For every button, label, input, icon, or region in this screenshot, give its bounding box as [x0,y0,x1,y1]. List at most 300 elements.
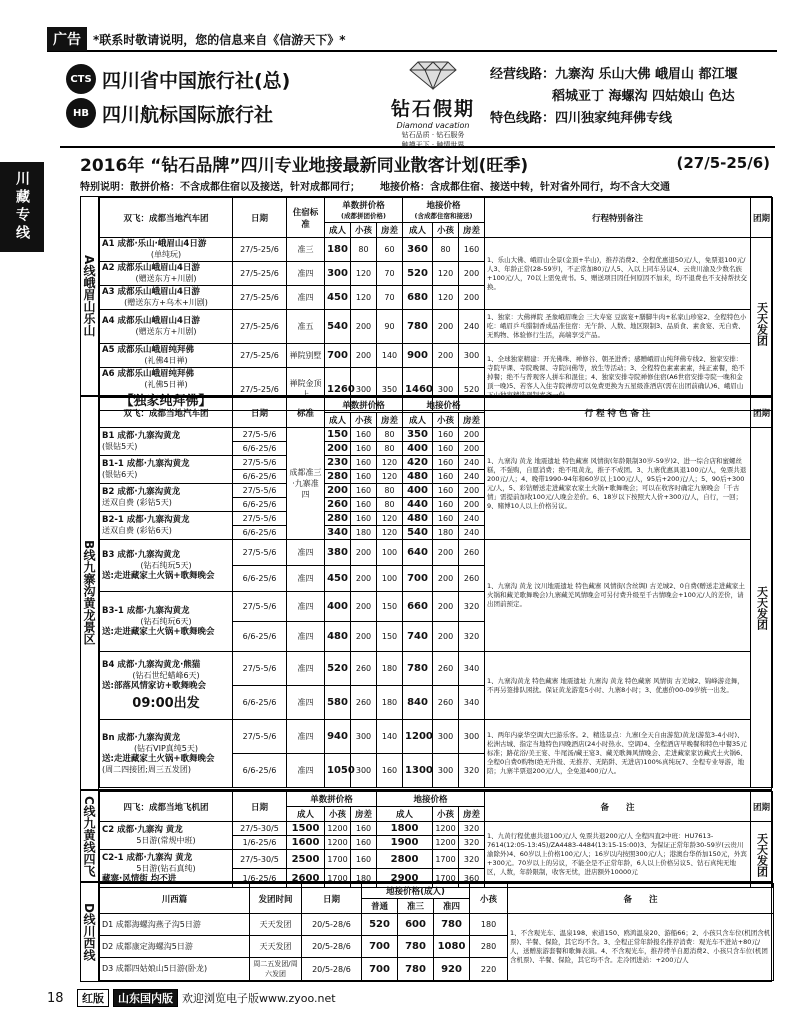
text-label: 送双自费 (彩钻5天) [102,498,172,507]
table-header-cell: 团期 [751,792,773,822]
table-cell: D2 成都康定海螺沟5日游 [100,936,250,958]
text-label: 地接价格 [426,201,461,211]
text-label: B4 成都·九寨沟黄龙·熊猫 [102,660,201,670]
table-cell: 150 [377,592,403,622]
table-cell: 680 [403,286,433,310]
table-row [100,720,773,754]
table-cell: 840 [403,686,433,720]
table-cell: 350 [377,368,403,411]
table-cell [100,344,233,368]
table-cell: 420 [403,456,433,470]
table-cell: 240 [459,456,485,470]
table-cell [100,262,233,286]
text-label: (赠送东方+乌木+川剧) [124,298,208,307]
text-label: B2 成都·九寨沟黄龙 [102,487,181,497]
ad-header-bar [47,28,777,52]
table-cell: 180 [325,238,351,262]
table-row [100,540,773,566]
section-b-table [99,397,773,788]
plan-title [80,150,770,176]
table-header-cell: 备 注 [508,884,774,914]
ad-tag: 广告 [47,27,87,51]
a-h-adult: 成人 [325,223,351,238]
table-cell: 1200 [325,836,351,850]
table-cell: 200 [459,484,485,498]
section-d-table [99,883,774,981]
a-h-room: 房差 [377,223,403,238]
table-header-cell: 日期 [302,884,362,914]
text-label: B3 成都·九寨沟黄龙 [102,549,181,560]
table-header-cell: 房差 [459,413,485,428]
table-cell: 60 [377,238,403,262]
text-label: (成都拼团价格) [341,212,386,220]
table-cell: 20/5-28/6 [302,914,362,936]
text-label: 藏寨·风情街 均不进 [102,873,177,884]
table-cell: 27/5-5/6 [233,428,287,442]
side-tab: 川藏专线 [0,162,44,252]
table-row [100,792,773,807]
table-cell: 准四 [287,754,325,788]
table-cell: 6/6-25/6 [233,442,287,456]
table-cell: 260 [459,566,485,592]
section-c [80,790,772,882]
text-label: B1-1 成都·九寨沟黄龙 [102,459,190,469]
hb-logo-icon: HB [66,98,96,128]
table-cell [100,720,233,788]
a-h-dj [403,198,485,223]
text-label: B1 成都·九寨沟黄龙 [102,431,181,441]
table-cell: 940 [325,720,351,754]
table-header-cell: 成人 [403,413,433,428]
table-header-cell: 团期 [751,398,773,428]
table-cell: 300 [351,368,377,411]
page-number: 18 [47,990,64,1006]
table-cell: 6/6-25/6 [233,470,287,484]
brand-name: 钻石假期 [390,98,475,120]
table-cell: 80 [377,442,403,456]
table-cell [100,456,233,484]
section-c-label: C线九黄线四飞 [81,791,99,881]
table-cell: 1200 [433,822,459,836]
a-h-notes: 行程特别备注 [485,198,751,238]
table-cell: D3 成都四姑娘山5日游(卧龙) [100,958,250,981]
table-cell: 400 [325,592,351,622]
table-cell: 160 [351,498,377,512]
text-label: B3-1 成都·九寨沟黄龙 [102,605,190,616]
table-cell: 150 [325,428,351,442]
text-label: (礼佛4日禅) [144,356,188,365]
table-cell: 700 [362,936,398,958]
table-header-cell: 房差 [377,413,403,428]
table-cell: 160 [351,836,377,850]
table-header-cell: 地接价格(成人) [362,884,470,899]
text-label: (含成都住宿和接送) [414,212,473,220]
text-label: (钻石纯玩5天) [140,560,192,570]
table-cell: 780 [398,936,434,958]
table-cell: 准四 [287,286,325,310]
section-a-label: A线峨眉山乐山 [81,197,99,395]
table-cell [100,512,233,540]
table-cell: 320 [459,754,485,788]
table-cell: 360 [459,869,485,888]
table-cell: 180 [433,526,459,540]
table-cell: 1700 [433,869,459,888]
d-notes: 1、不含观光车、温泉198、索道150、鸥鸿温泉20、游船66；2、小孩只含车位(机团含机票)、半餐、保险，其它均不含。3、全程正常年龄报名推荐消费：观光车不进站+80元/人，送赠旅游套餐和歌舞表演。4、不含观光车，推荐烤羊自愿消费2、小孩只含车位(机团含机票)、半餐、保险，其它均不含。走冷团进站：+200元/人 [508,914,774,981]
table-cell: 1460 [403,368,433,411]
table-cell: 27/5-5/6 [233,592,287,622]
text-label: 送:走进藏家土火锅+歌舞晚会 [102,753,215,764]
table-cell: 70 [377,286,403,310]
table-cell: 27/5-5/6 [233,540,287,566]
a-notes-3: 1、全球独家精建：开光佛珠、禅修谷、朝圣进香；感赠峨眉山纯拜佛专线2、独家安排：寺院早课、寺院晚课、寺院问佛等，放生等活动；3、全程特色素素素素，纯正素餐，绝不掉餐；绝不与普观客人拼车和混住；4、独家安排寺院禅修住宿(A6世宿安排寺院一晚和金顶一晚)5、若客人入住寺院禅房可以免费更换为五星级准酒店(需在出团前确认)6、峨眉山下山独家精选现制素斋一份。 [485,344,751,411]
table-cell: 580 [325,686,351,720]
table-cell: 780 [398,958,434,981]
text-label: A1 成都·乐山·峨眉山4日游 [102,239,207,249]
table-cell: 1700 [433,850,459,869]
table-cell: 准四 [287,652,325,686]
table-cell: 120 [351,262,377,286]
table-cell: 80 [433,238,459,262]
table-cell: 27/5-30/5 [233,850,287,869]
table-cell: 480 [403,470,433,484]
special-note-1: 特别说明：散拼价格：不含成都住宿以及接送，针对成都同行； [80,182,360,193]
table-header-cell: 准四 [434,899,470,914]
text-label: (银钻6天) [102,470,138,479]
table-cell: 27/5-25/6 [233,368,287,411]
a-h-child2: 小孩 [433,223,459,238]
routes-line-1: 经营线路：九寨沟 乐山大佛 峨眉山 都江堰 [490,67,738,82]
table-cell: 220 [470,958,508,981]
table-cell: 160 [351,484,377,498]
table-cell: 660 [403,592,433,622]
table-cell: 600 [398,914,434,936]
table-cell: 禅院金顶上 [287,368,325,411]
table-cell [100,822,233,850]
table-cell: 80 [377,428,403,442]
text-label: (钻石VIP真纯5天) [134,743,198,753]
table-cell: 160 [351,470,377,484]
table-cell: 400 [403,484,433,498]
a-h-group: 团期 [751,198,773,238]
table-cell: D1 成都海螺沟燕子沟5日游 [100,914,250,936]
a-h-route: 双飞：成都当地汽车团 [100,198,233,238]
table-cell: 240 [459,526,485,540]
text-label: A3 成都乐山峨眉山4日游 [102,287,200,297]
a-notes-2: 1、独家：大佛禅院 圣象峨眉晚会 三大寿宴 豆腐宴+膳脚牛肉+私家山珍宴2、全程特色小吃：峨眉乒乓腊制香成品准住宿：无午龄、人数、地区限制3、品质食、素食宴、无自费、无购物、体验修行生活，高端享受产品。 [485,310,751,344]
a-h-hotel: 住宿标准 [287,198,325,238]
table-cell: 27/5-5/6 [233,512,287,526]
page-footer [47,990,777,1006]
table-header-cell: 发团时间 [250,884,302,914]
text-label: (单纯玩) [150,250,182,259]
table-cell: 27/5-5/6 [233,652,287,686]
table-cell: 1/6-25/6 [233,869,287,888]
text-label: (银钻5天) [102,442,138,451]
special-note-2: 地接价格：含成都住宿、接送中转，针对省外同行，均不含大交通 [380,182,670,193]
table-header-cell: 成人 [325,413,351,428]
company-header [60,58,775,148]
table-cell [100,310,233,344]
table-header-cell: 地接价格 [403,398,485,413]
table-cell: 1800 [377,822,433,836]
a-h-date: 日期 [233,198,287,238]
table-cell: 100 [377,540,403,566]
text-label: A4 成都乐山峨眉山4日游 [102,316,200,326]
table-cell: 200 [351,310,377,344]
table-cell: 6/6-25/6 [233,566,287,592]
table-cell: 1/6-25/6 [233,836,287,850]
table-cell: 700 [362,958,398,981]
table-cell: 1260 [325,368,351,411]
table-header-cell: 普通 [362,899,398,914]
text-label: C2 成都·九寨沟 黄龙 [102,825,183,835]
text-label: (赠送东方+川剧) [135,274,197,283]
a-notes-1: 1、乐山大佛、峨眉山全景(金顶+半山)，推荐消费2、全程优惠退50元/人，免票退100元/人3、年龄正常(28-59岁)，不正常加80元/人5、入以上同车另议4、云贵川渝及少数名族+100元/人，70以上需免责书。5、赠送项目因任何原因不加来，均不退费也不支持帮扶交换。 [485,238,751,310]
table-cell: 780 [403,310,433,344]
table-cell: 200 [433,540,459,566]
table-cell: 160 [351,428,377,442]
footer-link[interactable]: 欢迎浏览电子版www.zyoo.net [182,992,336,1005]
table-cell: 27/5-25/6 [233,286,287,310]
table-cell: 380 [325,540,351,566]
b-hotel-b1: 成都准三·九寨准四 [287,428,325,540]
table-cell: 80 [377,484,403,498]
table-cell: 260 [459,540,485,566]
table-row [100,198,773,223]
text-label: C2-1 成都·九寨沟 黄龙 [102,852,193,863]
table-cell: 200 [351,622,377,652]
table-header-cell: 双飞：成都当地汽车团 [100,398,233,428]
table-cell: 350 [403,428,433,442]
table-cell: 240 [459,470,485,484]
table-cell: 120 [351,286,377,310]
table-row [100,652,773,686]
table-cell: 200 [351,344,377,368]
table-cell: 520 [459,368,485,411]
table-cell: 准四 [287,566,325,592]
table-cell: 260 [433,652,459,686]
table-cell: 260 [351,686,377,720]
brand-slogan-1: 钻石品质 · 钻石服务 [401,131,465,139]
table-cell: 160 [433,428,459,442]
company-2-name: 四川航标国际旅行社 [102,103,274,126]
text-label: (周二四接团;周三五发团) [102,764,191,774]
table-cell [100,592,233,652]
text-label: Bn 成都·九寨沟黄龙 [102,732,181,743]
table-cell: 160 [433,498,459,512]
table-cell: 300 [433,720,459,754]
table-cell: 200 [459,428,485,442]
table-cell: 260 [325,498,351,512]
table-cell [100,286,233,310]
table-cell: 450 [325,566,351,592]
table-cell: 260 [351,652,377,686]
table-cell: 1200 [433,836,459,850]
table-cell: 160 [377,754,403,788]
table-cell: 180 [377,686,403,720]
table-cell: 1600 [287,836,325,850]
table-cell: 700 [325,344,351,368]
table-row [100,398,773,413]
table-header-cell: 小孩 [351,413,377,428]
table-cell: 300 [433,368,459,411]
special-note [80,178,772,194]
table-cell: 6/6-25/6 [233,686,287,720]
table-cell: 320 [459,622,485,652]
table-cell: 540 [325,310,351,344]
text-label: A2 成都乐山峨眉山4日游 [102,263,200,273]
table-cell: 天天发团 [250,914,302,936]
text-label: (礼佛5日禅) [144,380,188,389]
table-cell: 280 [470,936,508,958]
table-cell: 320 [459,850,485,869]
table-cell: 180 [351,526,377,540]
table-cell: 300 [459,344,485,368]
table-cell: 160 [433,470,459,484]
table-row [100,914,774,936]
table-cell: 2600 [287,869,325,888]
a-h-child: 小孩 [351,223,377,238]
table-cell: 340 [325,526,351,540]
table-cell: 2500 [287,850,325,869]
table-cell: 280 [325,470,351,484]
table-cell: 120 [377,456,403,470]
table-header-cell: 准三 [398,899,434,914]
table-cell: 1080 [434,936,470,958]
table-row [100,310,773,344]
table-cell: 400 [403,442,433,456]
text-label: (钻石纯玩6天) [140,616,192,626]
text-label: 送:走进藏家土火锅+歌舞晚会 [102,626,215,637]
table-cell [100,652,233,720]
table-row [100,822,773,836]
section-a-table [99,197,773,411]
table-cell: 340 [459,686,485,720]
a-h-room2: 房差 [459,223,485,238]
table-cell: 20/5-28/6 [302,936,362,958]
table-cell: 450 [325,286,351,310]
table-header-cell: 房差 [351,807,377,822]
table-cell: 160 [433,456,459,470]
table-cell: 200 [351,566,377,592]
table-cell: 1900 [377,836,433,850]
table-cell: 1700 [325,850,351,869]
table-header-cell: 单数拼价格 [325,398,403,413]
table-cell: 160 [351,512,377,526]
table-cell: 160 [351,442,377,456]
table-cell: 200 [433,344,459,368]
table-cell: 80 [351,238,377,262]
section-d-label: D线川西线 [81,883,99,981]
table-cell: 200 [325,442,351,456]
diamond-brand [378,58,488,149]
table-cell: 准四 [287,262,325,286]
section-d [80,882,772,982]
table-cell: 1500 [287,822,325,836]
text-label: 09:00出发 [132,696,200,711]
b-notes-2: 1、九寨沟 黄龙 汶川地震遗址 特色藏寨 风情街(含丝绸) 古羌城2、0自费(赠送走进藏家土火锅和藏羌歌舞晚会)九寨藏羌风情晚会可另付费升级至千古情晚会+100元/人的差价，请出团前预定。 [485,540,751,652]
table-cell: 280 [325,512,351,526]
text-label: A5 成都乐山峨眉纯拜佛 [102,345,194,355]
table-cell: 200 [459,498,485,512]
text-label: 送双自费 (彩钻6天) [102,526,172,535]
table-cell: 240 [459,512,485,526]
table-header-cell: 成人 [377,807,433,822]
table-header-cell: 行 程 特 色 备 注 [485,398,751,428]
table-cell: 2800 [377,850,433,869]
b-notes-3: 1、九寨沟黄龙 特色藏寨 地震遗址 九寨沟 黄龙 特色藏寨 风情街 古羌城2、锦峰游竞舞，不再另签排队困扰。保证黄龙游览5小时、九寨8小时；3、优惠价00-09岁统一出发。 [485,652,751,720]
c-notes: 1、九黄行程优惠共退100元/人 免票共退200元/人 全程四直2中班：HU7613-7614(12:05-13:45)/ZA4483-4484(13:15-15:00)3、为保证正常年龄30-59岁(云贵川渝除外)4、60岁以上价格100元/人；16岁以内按照300元/人；港澳台华侨加150元，外宾+300元。70岁以上的另议，不能全是不正常年龄，6人以上价格另议5、钻石真纯无地区，人数，年龄限制，收客无忧，进店额外10000元 [485,822,751,888]
table-row [100,428,773,442]
table-cell: 准三 [287,238,325,262]
table-cell: 200 [433,592,459,622]
table-header-cell: 标准 [287,398,325,428]
table-cell: 200 [459,442,485,456]
table-cell: 200 [433,310,459,344]
a-tag: 【独家纯拜佛】 [120,394,212,409]
table-cell: 27/5-25/6 [233,310,287,344]
table-cell: 160 [433,512,459,526]
table-cell: 320 [459,592,485,622]
table-cell: 640 [403,540,433,566]
table-cell: 70 [377,262,403,286]
table-cell: 480 [325,622,351,652]
table-header-cell: 小孩 [433,413,459,428]
a-h-sp [325,198,403,223]
table-cell: 27/5-5/6 [233,456,287,470]
table-cell: 160 [351,822,377,836]
table-cell: 160 [433,484,459,498]
routes-line-2: 稻城亚丁 海螺沟 四姑娘山 色达 [552,89,735,104]
plan-title-main: 2016年 “钻石品牌”四川专业地接最新同业散客计划(旺季) [80,155,529,176]
table-cell [100,484,233,512]
table-cell: 120 [377,526,403,540]
table-cell: 27/5-25/6 [233,238,287,262]
routes-line-3: 特色线路：四川独家纯拜佛专线 [490,111,673,126]
table-cell: 准四 [287,720,325,754]
table-cell: 27/5-25/6 [233,262,287,286]
table-cell: 1700 [325,869,351,888]
table-cell: 700 [403,566,433,592]
a-h-adult2: 成人 [403,223,433,238]
table-cell: 27/5-5/6 [233,484,287,498]
table-cell: 100 [377,566,403,592]
table-cell: 120 [433,262,459,286]
company-1-name: 四川省中国旅行社(总) [102,69,291,92]
table-cell: 6/6-25/6 [233,526,287,540]
ad-note: *联系时敬请说明，您的信息来自《信游天下》* [93,32,346,47]
table-cell: 6/6-25/6 [233,622,287,652]
table-header-cell: 房差 [459,807,485,822]
cts-logo-icon: CTS [66,64,96,94]
table-header-cell: 地接价格 [377,792,485,807]
table-cell: 160 [351,850,377,869]
table-cell: 520 [325,652,351,686]
text-label: 单数拼价格 [342,201,385,211]
table-cell: 150 [377,622,403,652]
table-cell: 180 [470,914,508,936]
table-cell: 300 [433,754,459,788]
table-header-cell: 备 注 [485,792,751,822]
table-cell: 140 [377,344,403,368]
footer-tag-2: 山东国内版 [113,989,178,1007]
table-cell: 20/5-28/6 [302,958,362,981]
b-daily-1: 天天发团 [751,428,773,788]
text-label: 5日游(常规中班) [136,836,196,845]
text-label: (钻石世纪蜡峰6天) [132,671,200,680]
table-cell: 320 [459,822,485,836]
table-cell: 200 [459,286,485,310]
